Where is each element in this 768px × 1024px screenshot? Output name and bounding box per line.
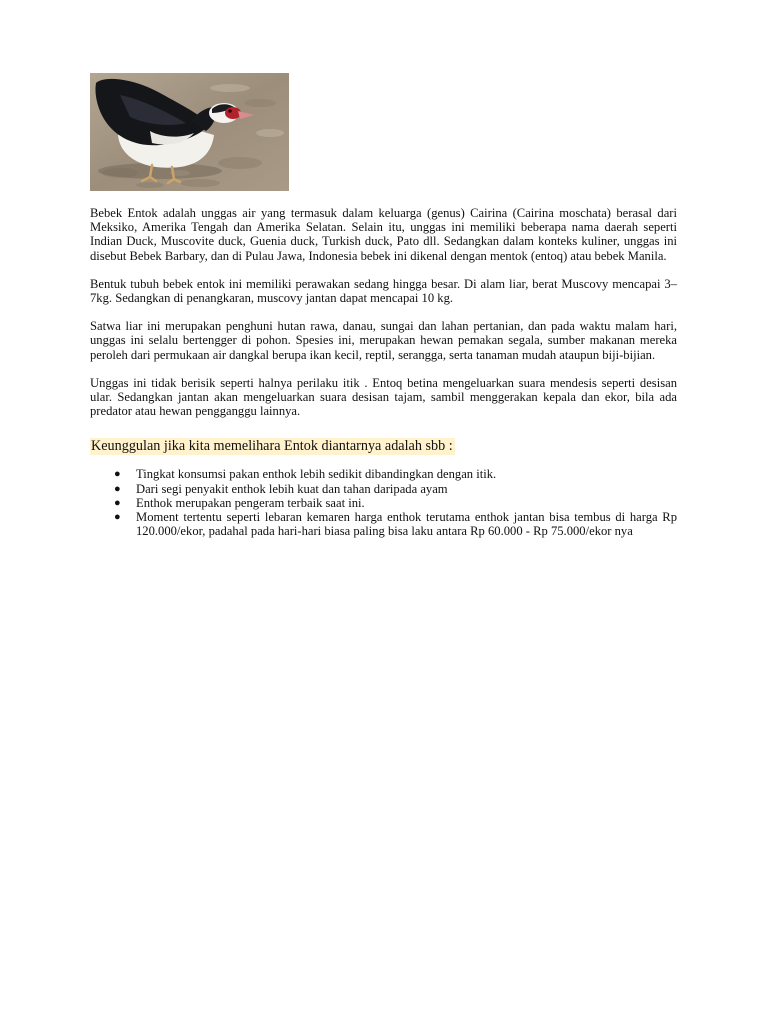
list-item	[90, 510, 677, 538]
list-item-text: Enthok merupakan pengeram terbaik saat ini.	[136, 495, 365, 510]
document-body	[90, 206, 677, 538]
paragraph-intro: Bebek Entok adalah unggas air yang termasuk dalam keluarga (genus) Cairina (Cairina moschata) berasal dari Meksiko, Amerika Tengah dan Amerika Selatan. Selain itu, unggas ini memiliki beberapa nama daerah seperti Indian Duck, Muscovite duck, Guenia duck, Turkish duck, Pato dll. Sedangkan dalam konteks kuliner, unggas ini disebut Bebek Barbary, dan di Pulau Jawa, Indonesia bebek ini dikenal dengan mentok (entoq) atau bebek Manila.	[90, 206, 677, 263]
paragraph-body-shape: Bentuk tubuh bebek entok ini memiliki perawakan sedang hingga besar. Di alam liar, berat Muscovy mencapai 3–7kg. Sedangkan di penangkaran, muscovy jantan dapat mencapai 10 kg.	[90, 276, 677, 306]
bullet-icon: ●	[114, 468, 121, 481]
paragraph-behavior: Unggas ini tidak berisik seperti halnya perilaku itik . Entoq betina mengeluarkan suara mendesis seperti desisan ular. Sedangkan jantan akan mengeluarkan suara desisan tajam, sambil menggerakan kepala dan ekor, bila ada predator atau hewan pengganggu lainnya.	[90, 375, 677, 419]
advantages-heading: Keunggulan jika kita memelihara Entok diantarnya adalah sbb :	[91, 438, 453, 455]
bullet-icon: ●	[114, 511, 121, 524]
list-item-text: Moment tertentu seperti lebaran kemaren harga enthok terutama enthok jantan bisa tembus di harga Rp 120.000/ekor, padahal pada hari-hari biasa paling bisa laku antara Rp 60.000 - Rp 75.000/ekor nya	[136, 510, 677, 539]
list-item	[90, 496, 677, 510]
list-item-text: Tingkat konsumsi pakan enthok lebih sedikit dibandingkan dengan itik.	[136, 467, 497, 482]
advantages-list	[90, 467, 677, 538]
list-item-text: Dari segi penyakit enthok lebih kuat dan tahan daripada ayam	[136, 481, 448, 496]
list-item	[90, 482, 677, 496]
muscovy-duck-photo	[90, 73, 289, 191]
bullet-icon: ●	[114, 482, 121, 495]
duck-photo-svg	[90, 73, 289, 191]
bullet-icon: ●	[114, 496, 121, 509]
paragraph-habitat: Satwa liar ini merupakan penghuni hutan rawa, danau, sungai dan lahan pertanian, dan pada waktu malam hari, unggas ini selalu bertengger di pohon. Spesies ini, merupakan hewan pemakan segala, sumber makanan mereka peroleh dari permukaan air dangkal berupa ikan kecil, reptil, serangga, serta tanaman mudah ataupun biji-bijian.	[90, 319, 677, 362]
list-item	[90, 467, 677, 481]
